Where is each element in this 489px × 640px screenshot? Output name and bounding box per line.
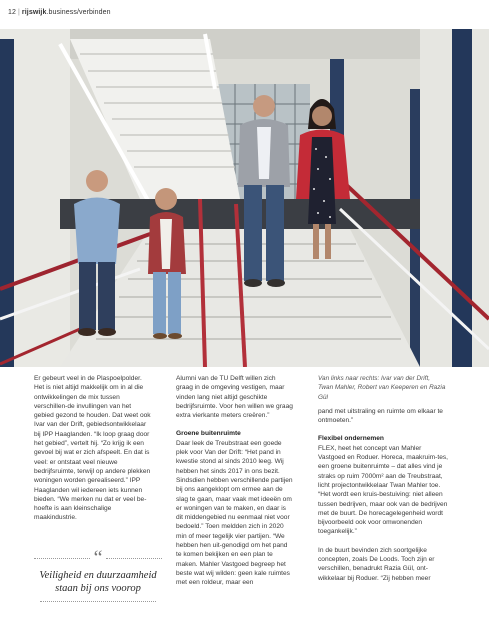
group-photo-staircase-icon xyxy=(0,29,489,367)
article-column-3 xyxy=(318,374,449,583)
pullquote-top-rule xyxy=(34,547,162,569)
page-number: 12 xyxy=(8,9,16,16)
pullquote xyxy=(34,547,162,602)
subhead-groene-buitenruimte: Groene buitenruimte xyxy=(176,430,241,438)
group-photo xyxy=(0,29,489,367)
quote-mark-icon: “ xyxy=(93,547,103,569)
column3-body-2: In de buurt bevinden zich soortgelijke concepten, zoals De Loods. Toch zijn er verschillen, benadrukt Razia Gül, ont-wikkelaar bij Roduer. “Zij hebben meer xyxy=(318,546,435,582)
photo-caption xyxy=(318,374,449,402)
pullquote-text: Veiligheid en duurzaamheid staan bij ons voorop xyxy=(39,570,157,594)
header-separator: | xyxy=(18,9,20,16)
column3-continuation: pand met uitstraling en ruimte om elkaar te ontmoeten.” xyxy=(318,407,443,425)
dotted-divider xyxy=(106,558,162,559)
article-column-2 xyxy=(176,374,293,588)
column1-paragraph: Er gebeurt veel in de Plaspoelpolder. Het is niet altijd makkelijk om in al die ontwikkelingen de mix tussen verschillen-de invullingen van het gebied gezond te houden. Dat weet ook Ivar van der Drift, gebiedsontwikkelaar bij IPP Haaglanden. “Ik loop graag door het gebied”, vertelt hij. “Zo krijg ik een gevoel bij wat er zich afspeelt. En dat is veel: er ontstaat veel nieuwe bedrijfsruimte, terwijl op andere plekken woningen worden gerealiseerd.” IPP Haaglanden wil iedereen iets kunnen bieden. “We merken nu dat er veel be-hoefte is aan kleinschalige maakindustrie. xyxy=(34,375,151,522)
subhead-flexibel-ondernemen: Flexibel ondernemen xyxy=(318,435,384,443)
page-header xyxy=(8,9,111,16)
section-name: .business/verbinden xyxy=(46,9,111,16)
caption-line-1: Van links naar rechts: Ivar van der Drift, xyxy=(318,375,430,382)
caption-line-2: Twan Mahler, Robert van Keeperen en Razia Gül xyxy=(318,384,446,401)
article-column-1 xyxy=(34,374,152,523)
pullquote-bottom-rule xyxy=(40,601,156,602)
dotted-divider xyxy=(34,558,90,559)
column3-body-1: FLEX, heet het concept van Mahler Vastgoed en Roduer. Horeca, maakruim-tes, een groene buitenruimte – dat alles vind je straks op ruim 7000m² aan de Treubstraat, licht projectontwikkelaar Twan Mahler toe. “Het wordt een kruis-bestuiving: niet alleen tussen bedrijven, maar ook van de bedrijven met de buurt. De horecagelegenheid wordt bijvoorbeeld ook voor omwonenden toegankelijk.” xyxy=(318,444,448,536)
brand-name: rijswijk xyxy=(21,9,47,16)
column2-intro: Alumni van de TU Delft willen zich graag in de omgeving vestigen, maar vinden lang niet altijd geschikte bedrijfsruimte. Voor hen willen we graag extra vierkante meters creëren.” xyxy=(176,375,293,420)
column2-body: Daar leek de Treubstraat een goede plek voor Van der Drift: “Het pand in kwestie stond al sinds 2010 leeg. Wij hebben het sinds 2017 in ons bezit. Sindsdien hebben verschillende partijen bij ons aangeklopt om ermee aan de slag te gaan, maar vaak met ideeën om er woningen van te maken, en daar is dit middengebied nu eenmaal niet voor bedoeld.” Toen meldden zich in 2020 min of meer tegelijk vier partijen. “We hebben hen uit-genodigd om het pand te komen bekijken en een plan te maken. Mahler Vastgoed begreep het beste wat wij wilden: geen kale ruimtes met een roldeur, maar een xyxy=(176,439,293,587)
